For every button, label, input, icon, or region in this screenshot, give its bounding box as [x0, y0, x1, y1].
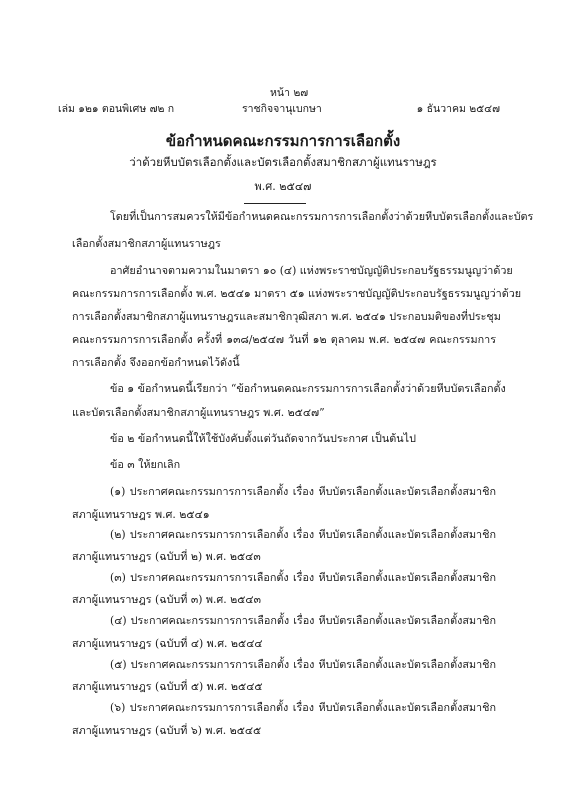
document-year: พ.ศ. ๒๕๔๗	[254, 180, 312, 193]
repeal-item: (๓) ประกาศคณะกรรมการการเลือกตั้ง เรื่อง หีบบัตรเลือกตั้งและบัตรเลือกตั้งสมาชิก	[110, 571, 496, 584]
title-divider	[244, 203, 306, 204]
repeal-item: สภาผู้แทนราษฎร (ฉบับที่ ๕) พ.ศ. ๒๕๔๕	[72, 680, 263, 693]
repeal-item: (๖) ประกาศคณะกรรมการการเลือกตั้ง เรื่อง หีบบัตรเลือกตั้งและบัตรเลือกตั้งสมาชิก	[110, 701, 496, 714]
authority-line: อาศัยอำนาจตามความในมาตรา ๑๐ (๔) แห่งพระราชบัญญัติประกอบรัฐธรรมนูญว่าด้วย	[110, 264, 513, 277]
repeal-item: (๔) ประกาศคณะกรรมการการเลือกตั้ง เรื่อง หีบบัตรเลือกตั้งและบัตรเลือกตั้งสมาชิก	[110, 614, 496, 627]
document-title: ข้อกำหนดคณะกรรมการการเลือกตั้ง	[165, 132, 401, 150]
repeal-item: (๒) ประกาศคณะกรรมการการเลือกตั้ง เรื่อง หีบบัตรเลือกตั้งและบัตรเลือกตั้งสมาชิก	[110, 528, 496, 541]
clause-1-line: ข้อ ๑ ข้อกำหนดนี้เรียกว่า “ข้อกำหนดคณะกรรมการการเลือกตั้งว่าด้วยหีบบัตรเลือกตั้ง	[110, 382, 506, 395]
publication-date: ๑ ธันวาคม ๒๕๔๗	[416, 103, 500, 115]
clause-3-line: ข้อ ๓ ให้ยกเลิก	[110, 458, 181, 471]
gazette-name: ราชกิจจานุเบกษา	[242, 103, 322, 115]
preamble-line: เลือกตั้งสมาชิกสภาผู้แทนราษฎร	[72, 237, 221, 250]
authority-line: คณะกรรมการการเลือกตั้ง พ.ศ. ๒๕๔๑ มาตรา ๕๑ แห่งพระราชบัญญัติประกอบรัฐธรรมนูญว่าด้วย	[72, 287, 522, 300]
clause-1-line: และบัตรเลือกตั้งสมาชิกสภาผู้แทนราษฎร พ.ศ. ๒๕๔๗”	[72, 406, 325, 419]
volume-issue: เล่ม ๑๒๑ ตอนพิเศษ ๗๒ ก	[58, 103, 175, 115]
repeal-item: (๕) ประกาศคณะกรรมการการเลือกตั้ง เรื่อง หีบบัตรเลือกตั้งและบัตรเลือกตั้งสมาชิก	[110, 658, 496, 671]
repeal-item: สภาผู้แทนราษฎร (ฉบับที่ ๖) พ.ศ. ๒๕๔๕	[72, 724, 262, 737]
repeal-item: สภาผู้แทนราษฎร (ฉบับที่ ๔) พ.ศ. ๒๕๔๔	[72, 637, 263, 650]
authority-line: คณะกรรมการการเลือกตั้ง ครั้งที่ ๑๓๘/๒๕๔๗ วันที่ ๑๒ ตุลาคม พ.ศ. ๒๕๔๗ คณะกรรมการ	[72, 333, 496, 346]
document-subtitle: ว่าด้วยหีบบัตรเลือกตั้งและบัตรเลือกตั้งสมาชิกสภาผู้แทนราษฎร	[129, 155, 437, 169]
repeal-item: สภาผู้แทนราษฎร (ฉบับที่ ๓) พ.ศ. ๒๕๔๓	[72, 593, 261, 606]
clause-2-line: ข้อ ๒ ข้อกำหนดนี้ให้ใช้บังคับตั้งแต่วันถัดจากวันประกาศ เป็นต้นไป	[110, 432, 416, 445]
authority-line: การเลือกตั้งสมาชิกสภาผู้แทนราษฎรและสมาชิกวุฒิสภา พ.ศ. ๒๕๔๑ ประกอบมติของที่ประชุม	[72, 310, 501, 323]
repeal-item: สภาผู้แทนราษฎร (ฉบับที่ ๒) พ.ศ. ๒๕๔๓	[72, 550, 261, 563]
preamble-line: โดยที่เป็นการสมควรให้มีข้อกำหนดคณะกรรมการการเลือกตั้งว่าด้วยหีบบัตรเลือกตั้งและบัตร	[110, 210, 534, 223]
repeal-item: สภาผู้แทนราษฎร พ.ศ. ๒๕๔๑	[72, 508, 210, 521]
page-number: หน้า ๒๗	[270, 87, 309, 99]
authority-line: การเลือกตั้ง จึงออกข้อกำหนดไว้ดังนี้	[72, 356, 240, 369]
gazette-header	[58, 100, 500, 115]
repeal-item: (๑) ประกาศคณะกรรมการการเลือกตั้ง เรื่อง หีบบัตรเลือกตั้งและบัตรเลือกตั้งสมาชิก	[110, 485, 496, 498]
